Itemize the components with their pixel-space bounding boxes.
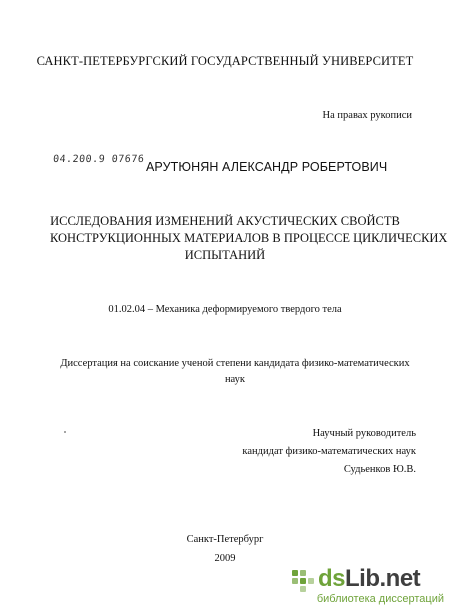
supervisor-block — [242, 425, 416, 479]
degree-statement-line: наук — [224, 374, 246, 385]
dslib-brand — [318, 565, 420, 593]
degree-statement-line: Диссертация на соискание ученой степени кандидата физико-математических — [60, 358, 410, 369]
university-name: САНКТ-ПЕТЕРБУРГСКИЙ ГОСУДАРСТВЕННЫЙ УНИВЕРСИТЕТ — [36, 54, 414, 68]
city: Санкт-Петербург — [186, 534, 264, 545]
dslib-watermark[interactable] — [292, 564, 442, 608]
author-name: АРУТЮНЯН АЛЕКСАНДР РОБЕРТОВИЧ — [146, 160, 388, 174]
dslib-brand-suffix: Lib.net — [345, 565, 421, 592]
thesis-title-line: КОНСТРУКЦИОННЫХ МАТЕРИАЛОВ В ПРОЦЕССЕ ЦИКЛИЧЕСКИХ — [50, 231, 448, 245]
degree-statement — [40, 356, 430, 388]
manuscript-rights-note: На правах рукописи — [322, 110, 412, 121]
thesis-title-line: ИСПЫТАНИЙ — [184, 248, 266, 262]
catalog-stamp-number: 04.200.9 07676 — [52, 154, 145, 165]
specialty-code: 01.02.04 – Механика деформируемого твердого тела — [108, 304, 342, 315]
place-and-year — [0, 530, 450, 568]
dslib-logo-icon — [292, 570, 314, 592]
supervisor-name: Судьенков Ю.В. — [343, 464, 416, 475]
dslib-tagline: библиотека диссертаций — [316, 593, 444, 605]
supervisor-role: Научный руководитель — [312, 428, 416, 439]
year: 2009 — [214, 553, 236, 564]
supervisor-degree: кандидат физико-математических наук — [242, 446, 416, 457]
thesis-title-line: ИССЛЕДОВАНИЯ ИЗМЕНЕНИЙ АКУСТИЧЕСКИХ СВОЙСТВ — [50, 214, 400, 228]
thesis-title — [50, 213, 448, 264]
dslib-brand-prefix: ds — [318, 565, 346, 592]
scan-speck — [64, 431, 66, 433]
